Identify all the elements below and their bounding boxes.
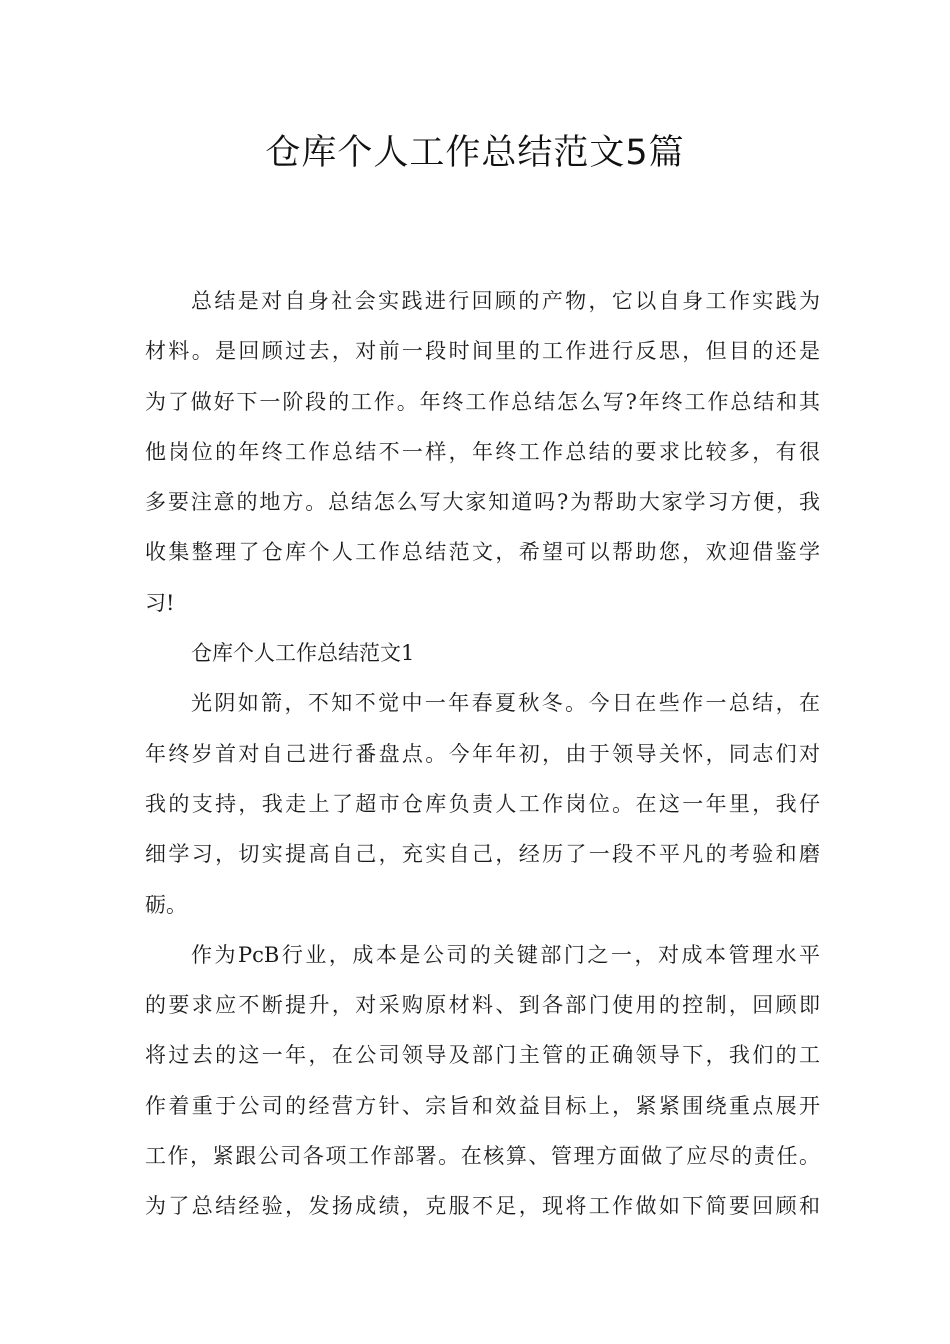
body-line: 多要注意的地方。总结怎么写大家知道吗?为帮助大家学习方便，我 (145, 490, 820, 515)
body-line: 光阴如箭，不知不觉中一年春夏秋冬。今日在些作一总结，在 (191, 691, 820, 716)
body-line: 砺。 (145, 892, 187, 917)
body-line: 为了总结经验，发扬成绩，克服不足，现将工作做如下简要回顾和 (145, 1194, 820, 1219)
body-line: 作为PcB行业，成本是公司的关键部门之一，对成本管理水平 (191, 942, 820, 967)
body-line: 年终岁首对自己进行番盘点。今年年初，由于领导关怀，同志们对 (145, 741, 820, 766)
body-line: 我的支持，我走上了超市仓库负责人工作岗位。在这一年里，我仔 (145, 791, 820, 816)
body-line: 习! (145, 590, 175, 615)
body-line: 收集整理了仓库个人工作总结范文，希望可以帮助您，欢迎借鉴学 (145, 540, 820, 565)
body-line: 细学习，切实提高自己，充实自己，经历了一段不平凡的考验和磨 (145, 842, 820, 867)
body-line: 的要求应不断提升，对采购原材料、到各部门使用的控制，回顾即 (145, 993, 820, 1018)
body-line: 为了做好下一阶段的工作。年终工作总结怎么写?年终工作总结和其 (145, 389, 820, 414)
body-line: 工作，紧跟公司各项工作部署。在核算、管理方面做了应尽的责任。 (145, 1144, 820, 1169)
section-heading: 仓库个人工作总结范文1 (191, 641, 415, 666)
body-line: 作着重于公司的经营方针、宗旨和效益目标上，紧紧围绕重点展开 (145, 1093, 820, 1118)
body-line: 将过去的这一年，在公司领导及部门主管的正确领导下，我们的工 (145, 1043, 820, 1068)
document-title: 仓库个人工作总结范文5篇 (265, 133, 685, 173)
body-line: 材料。是回顾过去，对前一段时间里的工作进行反思，但目的还是 (145, 339, 820, 364)
body-line: 总结是对自身社会实践进行回顾的产物，它以自身工作实践为 (191, 289, 820, 313)
body-line: 他岗位的年终工作总结不一样，年终工作总结的要求比较多，有很 (145, 439, 820, 464)
document-body (145, 283, 820, 1239)
